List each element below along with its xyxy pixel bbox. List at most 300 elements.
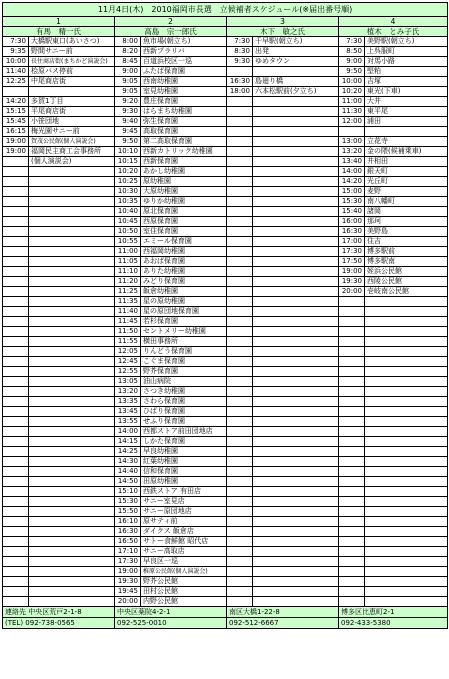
time-cell-candidate-3: 9:30: [227, 57, 253, 67]
time-cell-candidate-2: 12:45: [115, 357, 141, 367]
place-cell-candidate-2: 西原保育園: [141, 217, 227, 227]
time-cell-candidate-4: 20:00: [339, 287, 365, 297]
time-cell-candidate-4: [339, 517, 365, 527]
time-cell-candidate-3: [227, 227, 253, 237]
time-cell-candidate-1: [3, 187, 29, 197]
time-cell-candidate-3: [227, 287, 253, 297]
place-cell-candidate-4: [365, 337, 448, 347]
column-number-1: 1: [3, 17, 115, 27]
schedule-row: [3, 557, 448, 567]
place-cell-candidate-1: [29, 437, 115, 447]
time-cell-candidate-4: [339, 537, 365, 547]
time-cell-candidate-1: [3, 207, 29, 217]
time-cell-candidate-3: [227, 117, 253, 127]
schedule-row: [3, 167, 448, 177]
place-cell-candidate-1: [29, 337, 115, 347]
time-cell-candidate-4: [339, 547, 365, 557]
place-cell-candidate-4: 東光(下車): [365, 87, 448, 97]
place-cell-candidate-3: [253, 427, 339, 437]
time-cell-candidate-1: 7:30: [3, 37, 29, 47]
schedule-row: [3, 527, 448, 537]
time-cell-candidate-1: [3, 537, 29, 547]
place-cell-candidate-2: 西新カトリック幼稚園: [141, 147, 227, 157]
time-cell-candidate-3: [227, 217, 253, 227]
schedule-row: [3, 567, 448, 577]
schedule-row: [3, 37, 448, 47]
time-cell-candidate-3: 8:30: [227, 47, 253, 57]
time-cell-candidate-4: [339, 527, 365, 537]
schedule-row: [3, 187, 448, 197]
place-cell-candidate-3: [253, 457, 339, 467]
place-cell-candidate-1: [29, 567, 115, 577]
schedule-row: [3, 517, 448, 527]
time-cell-candidate-2: 10:10: [115, 147, 141, 157]
schedule-row: [3, 577, 448, 587]
place-cell-candidate-4: 吉塚: [365, 77, 448, 87]
time-cell-candidate-3: [227, 497, 253, 507]
place-cell-candidate-4: 住吉: [365, 237, 448, 247]
candidate-name-4: 植木 とみ子氏: [339, 27, 448, 37]
time-cell-candidate-2: 11:55: [115, 337, 141, 347]
time-cell-candidate-2: 13:05: [115, 377, 141, 387]
place-cell-candidate-4: [365, 557, 448, 567]
place-cell-candidate-4: [365, 297, 448, 307]
place-cell-candidate-1: [29, 447, 115, 457]
schedule-row: [3, 307, 448, 317]
place-cell-candidate-4: [365, 467, 448, 477]
time-cell-candidate-4: 13:00: [339, 137, 365, 147]
place-cell-candidate-4: 銀天町: [365, 167, 448, 177]
place-cell-candidate-1: 桧原バス停前: [29, 67, 115, 77]
time-cell-candidate-3: [227, 357, 253, 367]
place-cell-candidate-2: はらまち幼稚園: [141, 107, 227, 117]
time-cell-candidate-1: 11:40: [3, 67, 29, 77]
place-cell-candidate-3: [253, 487, 339, 497]
place-cell-candidate-3: [253, 147, 339, 157]
time-cell-candidate-3: [227, 337, 253, 347]
place-cell-candidate-4: 博多駅前: [365, 247, 448, 257]
place-cell-candidate-4: [365, 517, 448, 527]
time-cell-candidate-4: [339, 597, 365, 607]
place-cell-candidate-3: [253, 437, 339, 447]
schedule-row: [3, 447, 448, 457]
contact-address-4: 博多区比恵町2-1: [339, 607, 448, 618]
time-cell-candidate-3: [227, 427, 253, 437]
time-cell-candidate-2: 10:55: [115, 237, 141, 247]
time-cell-candidate-3: [227, 307, 253, 317]
time-cell-candidate-3: [227, 197, 253, 207]
place-cell-candidate-1: [29, 287, 115, 297]
time-cell-candidate-3: [227, 127, 253, 137]
time-cell-candidate-1: [3, 287, 29, 297]
place-cell-candidate-2: さわら保育園: [141, 397, 227, 407]
time-cell-candidate-1: [3, 377, 29, 387]
place-cell-candidate-2: せふり保育園: [141, 417, 227, 427]
schedule-row: [3, 327, 448, 337]
place-cell-candidate-4: [365, 577, 448, 587]
place-cell-candidate-3: [253, 337, 339, 347]
place-cell-candidate-3: [253, 587, 339, 597]
schedule-row: [3, 397, 448, 407]
time-cell-candidate-3: [227, 377, 253, 387]
time-cell-candidate-4: 11:30: [339, 107, 365, 117]
place-cell-candidate-3: [253, 157, 339, 167]
place-cell-candidate-3: [253, 277, 339, 287]
place-cell-candidate-4: 諸岡: [365, 207, 448, 217]
place-cell-candidate-4: [365, 437, 448, 447]
time-cell-candidate-2: 11:20: [115, 277, 141, 287]
contact-phone-1: 092-738-0565: [25, 619, 75, 627]
place-cell-candidate-1: [29, 87, 115, 97]
time-cell-candidate-3: 16:30: [227, 77, 253, 87]
schedule-row: [3, 207, 448, 217]
time-cell-candidate-4: [339, 417, 365, 427]
place-cell-candidate-3: [253, 67, 339, 77]
place-cell-candidate-1: 福岡民主商工会事務所: [29, 147, 115, 157]
schedule-row: [3, 157, 448, 167]
place-cell-candidate-1: [29, 587, 115, 597]
place-cell-candidate-3: [253, 127, 339, 137]
place-cell-candidate-2: さつき幼稚園: [141, 387, 227, 397]
time-cell-candidate-1: [3, 517, 29, 527]
place-cell-candidate-1: [29, 397, 115, 407]
place-cell-candidate-3: [253, 377, 339, 387]
place-cell-candidate-4: [365, 527, 448, 537]
place-cell-candidate-3: [253, 367, 339, 377]
time-cell-candidate-3: [227, 97, 253, 107]
time-cell-candidate-4: [339, 577, 365, 587]
schedule-row: [3, 107, 448, 117]
schedule-sheet: [2, 2, 447, 629]
place-cell-candidate-3: 六本松駅前(夕立ち): [253, 87, 339, 97]
schedule-row: [3, 407, 448, 417]
time-cell-candidate-4: [339, 557, 365, 567]
place-cell-candidate-2: 横田事務所: [141, 337, 227, 347]
time-cell-candidate-3: [227, 147, 253, 157]
time-cell-candidate-1: [3, 447, 29, 457]
column-number-4: 4: [339, 17, 448, 27]
place-cell-candidate-1: 梅光園サニー前: [29, 127, 115, 137]
time-cell-candidate-1: [3, 217, 29, 227]
time-cell-candidate-3: [227, 347, 253, 357]
time-cell-candidate-1: [3, 257, 29, 267]
time-cell-candidate-2: 10:40: [115, 207, 141, 217]
time-cell-candidate-3: [227, 417, 253, 427]
time-cell-candidate-3: [227, 477, 253, 487]
place-cell-candidate-4: 壱岐南公民館: [365, 287, 448, 297]
time-cell-candidate-2: 14:30: [115, 457, 141, 467]
schedule-table: [2, 2, 448, 629]
place-cell-candidate-4: 堅粕: [365, 67, 448, 77]
time-cell-candidate-4: [339, 347, 365, 357]
time-cell-candidate-2: 11:00: [115, 247, 141, 257]
time-cell-candidate-4: 16:00: [339, 217, 365, 227]
time-cell-candidate-4: 15:40: [339, 207, 365, 217]
place-cell-candidate-4: 光丘町: [365, 177, 448, 187]
place-cell-candidate-4: [365, 347, 448, 357]
time-cell-candidate-1: [3, 357, 29, 367]
time-cell-candidate-4: 17:30: [339, 247, 365, 257]
place-cell-candidate-2: 西新プラリバ: [141, 47, 227, 57]
place-cell-candidate-1: [29, 227, 115, 237]
time-cell-candidate-3: [227, 297, 253, 307]
place-cell-candidate-3: [253, 307, 339, 317]
place-cell-candidate-4: 立花寺: [365, 137, 448, 147]
place-cell-candidate-1: [29, 507, 115, 517]
time-cell-candidate-1: 15:15: [3, 107, 29, 117]
place-cell-candidate-4: 那珂: [365, 217, 448, 227]
place-cell-candidate-2: ありた幼稚園: [141, 267, 227, 277]
time-cell-candidate-4: 10:20: [339, 87, 365, 97]
place-cell-candidate-1: [29, 537, 115, 547]
time-cell-candidate-2: 9:05: [115, 87, 141, 97]
time-cell-candidate-3: [227, 187, 253, 197]
place-cell-candidate-1: [29, 557, 115, 567]
place-cell-candidate-1: 長住商店街(まちかど演説会): [29, 57, 115, 67]
time-cell-candidate-1: [3, 567, 29, 577]
time-cell-candidate-2: 9:30: [115, 107, 141, 117]
schedule-row: [3, 497, 448, 507]
time-cell-candidate-1: [3, 527, 29, 537]
time-cell-candidate-4: [339, 127, 365, 137]
schedule-row: [3, 537, 448, 547]
time-cell-candidate-2: 16:10: [115, 517, 141, 527]
place-cell-candidate-1: (個人演説会): [29, 157, 115, 167]
time-cell-candidate-1: [3, 497, 29, 507]
place-cell-candidate-3: [253, 417, 339, 427]
time-cell-candidate-1: [3, 157, 29, 167]
time-cell-candidate-2: 13:35: [115, 397, 141, 407]
time-cell-candidate-1: [3, 307, 29, 317]
time-cell-candidate-2: 17:30: [115, 557, 141, 567]
place-cell-candidate-3: 島廻り橋: [253, 77, 339, 87]
place-cell-candidate-2: あおば保育園: [141, 257, 227, 267]
time-cell-candidate-4: 11:00: [339, 97, 365, 107]
place-cell-candidate-2: 原サティ前: [141, 517, 227, 527]
time-cell-candidate-2: 8:00: [115, 37, 141, 47]
time-cell-candidate-3: [227, 177, 253, 187]
place-cell-candidate-3: [253, 187, 339, 197]
place-cell-candidate-3: [253, 317, 339, 327]
place-cell-candidate-3: [253, 227, 339, 237]
time-cell-candidate-1: [3, 437, 29, 447]
time-cell-candidate-3: [227, 457, 253, 467]
time-cell-candidate-1: [3, 177, 29, 187]
schedule-row: [3, 47, 448, 57]
time-cell-candidate-1: [3, 327, 29, 337]
place-cell-candidate-1: [29, 377, 115, 387]
place-cell-candidate-2: 原北保育園: [141, 207, 227, 217]
time-cell-candidate-2: 9:00: [115, 67, 141, 77]
place-cell-candidate-4: [365, 307, 448, 317]
place-cell-candidate-3: ゆめタウン: [253, 57, 339, 67]
place-cell-candidate-2: 百道浜校区一巡: [141, 57, 227, 67]
place-cell-candidate-4: 麦野: [365, 187, 448, 197]
place-cell-candidate-4: [365, 567, 448, 577]
place-cell-candidate-2: 高取保育園: [141, 127, 227, 137]
time-cell-candidate-2: 9:05: [115, 77, 141, 87]
place-cell-candidate-3: [253, 547, 339, 557]
place-cell-candidate-2: 内野公民館: [141, 597, 227, 607]
place-cell-candidate-3: 千早駅(朝立ち): [253, 37, 339, 47]
place-cell-candidate-4: [365, 327, 448, 337]
time-cell-candidate-4: 8:50: [339, 47, 365, 57]
place-cell-candidate-2: セントメリー幼稚園: [141, 327, 227, 337]
place-cell-candidate-1: [29, 347, 115, 357]
schedule-row: [3, 217, 448, 227]
schedule-row: [3, 197, 448, 207]
schedule-row: [3, 87, 448, 97]
place-cell-candidate-4: 姪浜公民館: [365, 267, 448, 277]
time-cell-candidate-3: [227, 137, 253, 147]
contact-address-1: 中央区荒戸2-1-8: [28, 608, 82, 616]
time-cell-candidate-2: 9:20: [115, 97, 141, 107]
place-cell-candidate-2: ダイクス 飯倉店: [141, 527, 227, 537]
place-cell-candidate-3: [253, 407, 339, 417]
time-cell-candidate-3: [227, 577, 253, 587]
time-cell-candidate-3: [227, 317, 253, 327]
schedule-row: [3, 257, 448, 267]
place-cell-candidate-1: [29, 237, 115, 247]
page-title: 11月4日(木) 2010福岡市長選 立候補者スケジュール(※届出番号順): [3, 3, 448, 17]
time-cell-candidate-2: 19:00: [115, 567, 141, 577]
time-cell-candidate-3: [227, 547, 253, 557]
place-cell-candidate-1: [29, 457, 115, 467]
time-cell-candidate-1: [3, 317, 29, 327]
time-cell-candidate-4: 14:00: [339, 167, 365, 177]
place-cell-candidate-1: [29, 577, 115, 587]
place-cell-candidate-3: [253, 207, 339, 217]
place-cell-candidate-3: [253, 347, 339, 357]
time-cell-candidate-3: [227, 467, 253, 477]
time-cell-candidate-4: [339, 457, 365, 467]
time-cell-candidate-4: 17:00: [339, 237, 365, 247]
time-cell-candidate-1: [3, 347, 29, 357]
place-cell-candidate-2: 早良幼稚園: [141, 447, 227, 457]
place-cell-candidate-1: [29, 297, 115, 307]
time-cell-candidate-2: 11:50: [115, 327, 141, 337]
place-cell-candidate-4: 浦田: [365, 117, 448, 127]
time-cell-candidate-4: [339, 377, 365, 387]
time-cell-candidate-2: 9:45: [115, 127, 141, 137]
time-cell-candidate-1: [3, 87, 29, 97]
time-cell-candidate-2: 12:05: [115, 347, 141, 357]
time-cell-candidate-4: 19:30: [339, 277, 365, 287]
place-cell-candidate-2: 豊庄保育園: [141, 97, 227, 107]
place-cell-candidate-3: [253, 357, 339, 367]
time-cell-candidate-4: [339, 327, 365, 337]
place-cell-candidate-3: [253, 527, 339, 537]
time-cell-candidate-1: [3, 417, 29, 427]
time-cell-candidate-2: 16:30: [115, 527, 141, 537]
time-cell-candidate-1: [3, 477, 29, 487]
time-cell-candidate-2: 11:25: [115, 287, 141, 297]
place-cell-candidate-3: [253, 477, 339, 487]
place-cell-candidate-1: [29, 167, 115, 177]
schedule-row: [3, 127, 448, 137]
schedule-row: [3, 427, 448, 437]
schedule-rows: [3, 37, 448, 607]
place-cell-candidate-1: [29, 407, 115, 417]
place-cell-candidate-4: [365, 477, 448, 487]
time-cell-candidate-2: 10:15: [115, 157, 141, 167]
contact-phone-3: 092-512-6667: [227, 618, 339, 629]
place-cell-candidate-1: [29, 417, 115, 427]
place-cell-candidate-4: [365, 367, 448, 377]
time-cell-candidate-1: [3, 587, 29, 597]
time-cell-candidate-3: [227, 527, 253, 537]
place-cell-candidate-3: [253, 267, 339, 277]
time-cell-candidate-2: 12:55: [115, 367, 141, 377]
place-cell-candidate-3: [253, 117, 339, 127]
time-cell-candidate-1: [3, 277, 29, 287]
time-cell-candidate-1: 12:25: [3, 77, 29, 87]
place-cell-candidate-1: 多賀1丁目: [29, 97, 115, 107]
time-cell-candidate-4: [339, 297, 365, 307]
place-cell-candidate-2: 大原幼稚園: [141, 187, 227, 197]
contact-phone-2: 092-525-0010: [115, 618, 227, 629]
time-cell-candidate-4: [339, 307, 365, 317]
place-cell-candidate-3: [253, 557, 339, 567]
time-cell-candidate-3: [227, 397, 253, 407]
place-cell-candidate-4: 博多駅南: [365, 257, 448, 267]
place-cell-candidate-3: [253, 297, 339, 307]
place-cell-candidate-2: みどり保育園: [141, 277, 227, 287]
place-cell-candidate-1: [29, 307, 115, 317]
time-cell-candidate-3: [227, 157, 253, 167]
time-cell-candidate-2: 10:20: [115, 167, 141, 177]
time-cell-candidate-2: 11:10: [115, 267, 141, 277]
place-cell-candidate-1: [29, 427, 115, 437]
place-cell-candidate-1: [29, 487, 115, 497]
time-cell-candidate-4: [339, 427, 365, 437]
time-cell-candidate-2: 9:50: [115, 137, 141, 147]
place-cell-candidate-3: [253, 137, 339, 147]
time-cell-candidate-3: [227, 447, 253, 457]
time-cell-candidate-4: 9:50: [339, 67, 365, 77]
place-cell-candidate-4: [365, 127, 448, 137]
schedule-row: [3, 57, 448, 67]
time-cell-candidate-2: 10:50: [115, 227, 141, 237]
schedule-row: [3, 597, 448, 607]
time-cell-candidate-4: 10:00: [339, 77, 365, 87]
place-cell-candidate-2: りんどう保育園: [141, 347, 227, 357]
time-cell-candidate-1: [3, 387, 29, 397]
time-cell-candidate-1: [3, 557, 29, 567]
time-cell-candidate-2: 11:05: [115, 257, 141, 267]
place-cell-candidate-1: [29, 517, 115, 527]
place-cell-candidate-2: 原幼稚園: [141, 177, 227, 187]
place-cell-candidate-3: [253, 517, 339, 527]
time-cell-candidate-4: 15:30: [339, 197, 365, 207]
place-cell-candidate-4: 美野島: [365, 227, 448, 237]
time-cell-candidate-4: [339, 407, 365, 417]
place-cell-candidate-4: [365, 547, 448, 557]
place-cell-candidate-1: [29, 277, 115, 287]
time-cell-candidate-2: 16:50: [115, 537, 141, 547]
time-cell-candidate-4: [339, 337, 365, 347]
place-cell-candidate-3: [253, 237, 339, 247]
time-cell-candidate-4: [339, 477, 365, 487]
schedule-row: [3, 357, 448, 367]
schedule-row: [3, 347, 448, 357]
time-cell-candidate-3: 18:00: [227, 87, 253, 97]
place-cell-candidate-1: [29, 187, 115, 197]
schedule-row: [3, 227, 448, 237]
place-cell-candidate-1: [29, 177, 115, 187]
place-cell-candidate-3: [253, 397, 339, 407]
place-cell-candidate-1: [29, 267, 115, 277]
